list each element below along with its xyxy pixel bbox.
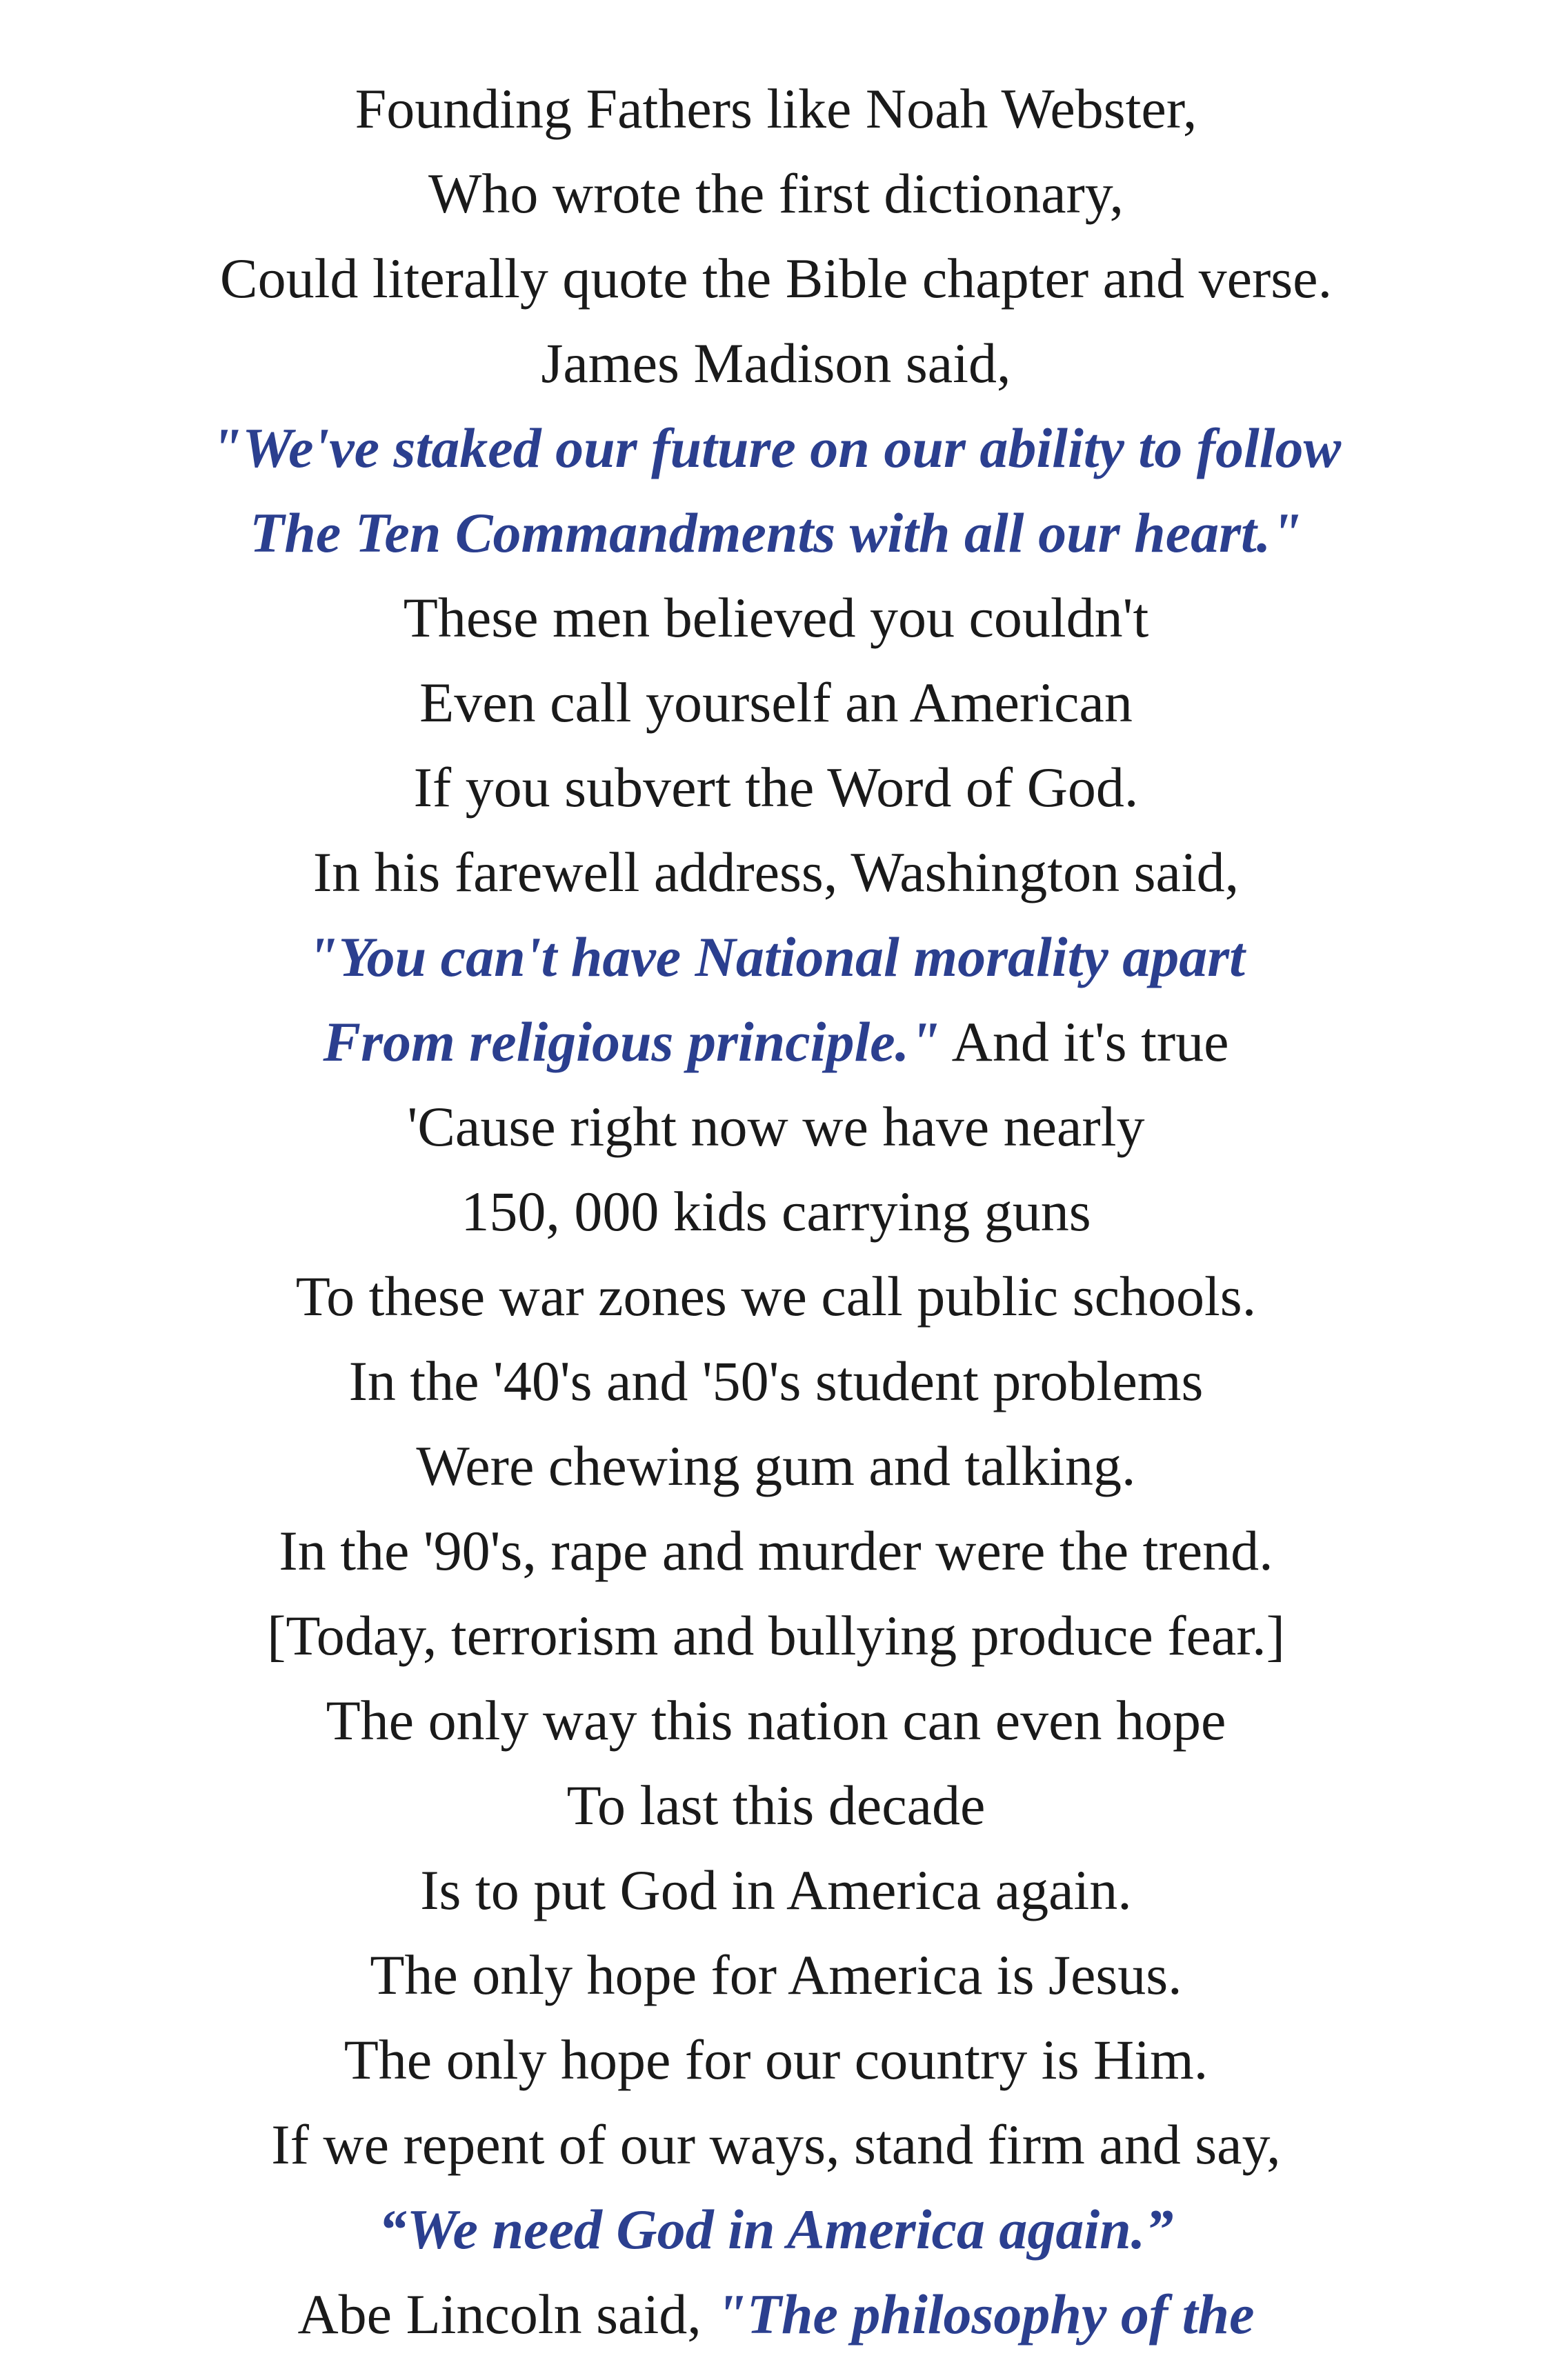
quote-text: The Ten Commandments with all our heart." xyxy=(250,501,1302,564)
poem-line xyxy=(41,745,1511,830)
poem-line xyxy=(41,575,1511,660)
line-text: The only hope for our country is Him. xyxy=(344,2028,1208,2091)
poem-line xyxy=(41,66,1511,151)
quote-text: "We've staked our future on our ability to follow xyxy=(210,417,1342,479)
poem-line xyxy=(41,490,1511,575)
quote-text: “We need God in America again.” xyxy=(378,2198,1174,2261)
poem-line xyxy=(41,1339,1511,1423)
poem-line xyxy=(41,1678,1511,1763)
poem-line xyxy=(41,914,1511,999)
line-text: James Madison said, xyxy=(541,332,1011,394)
poem-line xyxy=(41,151,1511,236)
line-text: Founding Fathers like Noah Webster, xyxy=(355,77,1197,140)
poem-body xyxy=(41,66,1511,2357)
poem-line xyxy=(41,1763,1511,1848)
poem-line xyxy=(41,2272,1511,2357)
poem-line xyxy=(41,1593,1511,1678)
line-text: If we repent of our ways, stand firm and say, xyxy=(271,2113,1281,2176)
poem-line xyxy=(41,1508,1511,1593)
line-text: In his farewell address, Washington said, xyxy=(312,841,1240,903)
line-text: The only way this nation can even hope xyxy=(326,1689,1226,1752)
poem-line xyxy=(41,2102,1511,2187)
poem-line xyxy=(41,660,1511,745)
poem-line xyxy=(41,1084,1511,1169)
poem-line xyxy=(41,321,1511,406)
line-text: These men believed you couldn't xyxy=(403,586,1149,649)
line-text: Even call yourself an American xyxy=(419,671,1133,734)
line-text: Is to put God in America again. xyxy=(420,1859,1132,1921)
poem-line xyxy=(41,1932,1511,2017)
line-text: [Today, terrorism and bullying produce fear.] xyxy=(267,1604,1285,1667)
line-text: To last this decade xyxy=(566,1774,986,1837)
quote-text: "The philosophy of the xyxy=(715,2283,1255,2346)
poem-line xyxy=(41,999,1511,1084)
line-text: 'Cause right now we have nearly xyxy=(407,1095,1145,1158)
poem-line xyxy=(41,2187,1511,2272)
poem-line xyxy=(41,236,1511,321)
poem-line xyxy=(41,2017,1511,2102)
line-text: Who wrote the first dictionary, xyxy=(428,162,1124,225)
poem-line xyxy=(41,406,1511,490)
line-text: Abe Lincoln said, xyxy=(297,2283,716,2346)
quote-text: From religious principle." xyxy=(323,1010,941,1073)
line-text: In the '90's, rape and murder were the trend. xyxy=(279,1519,1273,1582)
line-text: If you subvert the Word of God. xyxy=(413,756,1139,819)
line-text: The only hope for America is Jesus. xyxy=(370,1943,1182,2006)
line-text: In the '40's and '50's student problems xyxy=(348,1350,1204,1412)
poem-line xyxy=(41,1423,1511,1508)
line-text: 150, 000 kids carrying guns xyxy=(461,1180,1091,1243)
quote-text: "You can't have National morality apart xyxy=(307,926,1245,988)
poem-line xyxy=(41,830,1511,914)
line-text: Were chewing gum and talking. xyxy=(416,1434,1136,1497)
line-text: Could literally quote the Bible chapter and verse. xyxy=(219,247,1333,310)
line-text: And it's true xyxy=(940,1010,1229,1073)
poem-line xyxy=(41,1254,1511,1339)
line-text: To these war zones we call public schools. xyxy=(295,1265,1257,1328)
poem-line xyxy=(41,1848,1511,1932)
poem-line xyxy=(41,1169,1511,1254)
